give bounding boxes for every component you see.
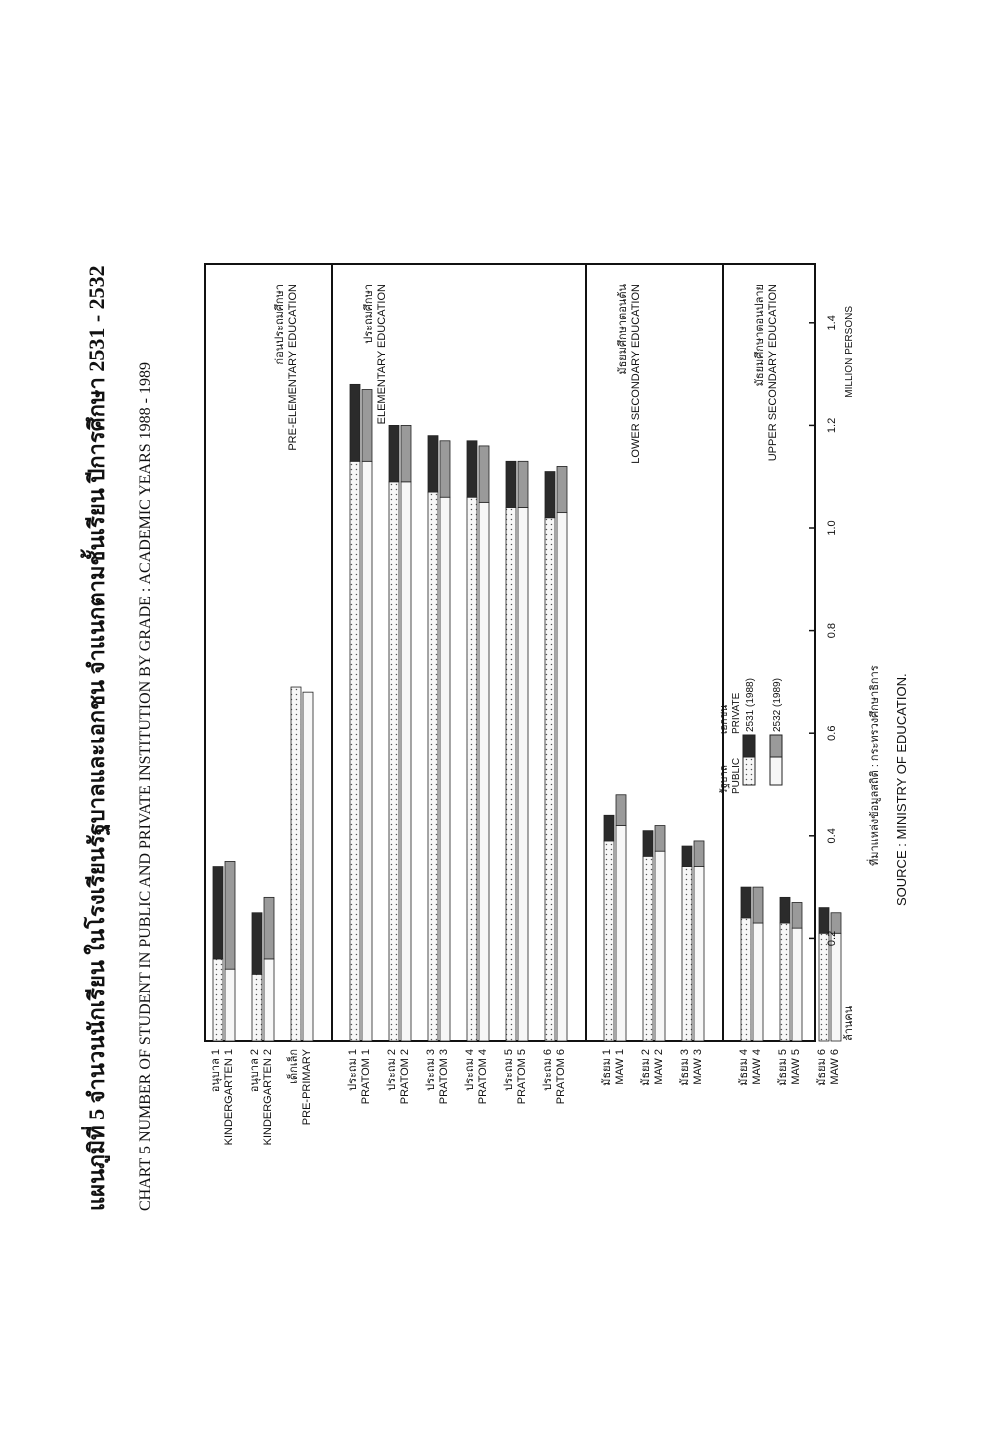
group-label-thai: มัธยมศึกษาตอนปลาย <box>754 284 766 387</box>
category-label-thai: มัธยม 6 <box>816 1049 828 1086</box>
bar-private-1988 <box>741 887 751 918</box>
group-label-en: LOWER SECONDARY EDUCATION <box>630 284 642 464</box>
bar-private-1988 <box>389 425 399 481</box>
bar-public-1989 <box>479 502 489 1041</box>
bar-private-1988 <box>428 436 438 492</box>
bar-private-1988 <box>252 913 262 975</box>
category-label-thai: มัธยม 3 <box>679 1049 691 1086</box>
legend-swatch-private-1988 <box>743 735 755 757</box>
category-label-thai: อนุบาล 1 <box>210 1049 222 1093</box>
bar-public-1989 <box>362 461 372 1041</box>
category-label-en: MAW 6 <box>829 1049 841 1085</box>
bar-private-1989 <box>401 425 411 481</box>
category-label-en: MAW 3 <box>692 1049 704 1085</box>
bar-public-1989 <box>303 692 313 1041</box>
bar-private-1988 <box>819 908 829 934</box>
bar-public-1988 <box>389 482 399 1041</box>
category-label-en: PRE-PRIMARY <box>301 1049 313 1126</box>
unit-label-en: MILLION PERSONS <box>844 306 855 398</box>
bar-private-1989 <box>655 826 665 852</box>
bar-public-1989 <box>655 851 665 1041</box>
plot-area <box>205 264 841 1041</box>
group-label-thai: ประถมศึกษา <box>363 284 375 344</box>
bar-public-1989 <box>753 923 763 1041</box>
bar-public-1988 <box>350 461 360 1041</box>
chart-title-en: CHART 5 NUMBER OF STUDENT IN PUBLIC AND PRIVATE INSTITUTION BY GRADE : ACADEMIC YEARS 1988 - 1989 <box>137 361 154 1211</box>
bar-private-1988 <box>506 461 516 507</box>
bar-private-1989 <box>831 913 841 934</box>
bar-public-1988 <box>506 507 516 1041</box>
bar-private-1988 <box>604 815 614 841</box>
group-label-en: PRE-ELEMENTARY EDUCATION <box>287 284 299 451</box>
legend-private-en: PRIVATE <box>731 692 742 734</box>
bar-private-1988 <box>545 472 555 518</box>
group-label-en: UPPER SECONDARY EDUCATION <box>767 284 779 462</box>
category-label-en: PRATOM 3 <box>438 1049 450 1105</box>
category-label-thai: มัธยม 4 <box>738 1049 750 1086</box>
bar-private-1989 <box>225 861 235 969</box>
category-label-en: PRATOM 1 <box>360 1049 372 1105</box>
category-label-thai: มัธยม 5 <box>777 1049 789 1086</box>
category-label-en: KINDERGARTEN 2 <box>262 1049 274 1146</box>
category-label-thai: ประถม 2 <box>386 1049 398 1091</box>
bar-private-1988 <box>682 846 692 867</box>
legend-swatch-public-1988 <box>743 757 755 785</box>
legend-swatch-private-1989 <box>770 735 782 757</box>
bar-public-1988 <box>213 959 223 1041</box>
x-tick-label: 0.8 <box>826 622 838 639</box>
bar-public-1988 <box>819 933 829 1041</box>
bar-public-1989 <box>792 928 802 1041</box>
bar-private-1988 <box>780 897 790 923</box>
bar-public-1989 <box>694 867 704 1041</box>
bar-private-1989 <box>440 441 450 497</box>
bar-public-1988 <box>545 518 555 1041</box>
group-label-thai: มัธยมศึกษาตอนต้น <box>617 284 629 375</box>
category-labels <box>210 1048 841 1145</box>
bar-private-1988 <box>350 384 360 461</box>
bar-public-1989 <box>401 482 411 1041</box>
legend-public-en: PUBLIC <box>731 757 742 794</box>
category-label-thai: ประถม 6 <box>542 1049 554 1091</box>
unit-label-thai: ล้านคน <box>843 1005 855 1041</box>
bar-public-1988 <box>741 918 751 1041</box>
legend-swatch-public-1989 <box>770 757 782 785</box>
bar-public-1989 <box>831 933 841 1041</box>
bar-public-1988 <box>780 923 790 1041</box>
category-label-en: PRATOM 5 <box>516 1049 528 1105</box>
bar-public-1988 <box>467 497 477 1041</box>
category-label-thai: มัธยม 1 <box>601 1049 613 1086</box>
legend <box>719 678 783 794</box>
bar-public-1988 <box>643 856 653 1041</box>
category-label-en: MAW 1 <box>614 1049 626 1085</box>
category-label-en: PRATOM 6 <box>555 1049 567 1105</box>
category-label-en: PRATOM 4 <box>477 1049 489 1105</box>
bar-private-1989 <box>616 795 626 826</box>
bar-private-1989 <box>362 389 372 461</box>
bar-private-1989 <box>792 902 802 928</box>
bar-private-1988 <box>467 441 477 497</box>
bar-public-1988 <box>291 687 301 1041</box>
x-tick-label: 0.2 <box>826 930 838 947</box>
legend-private-thai: เอกชน <box>719 704 730 734</box>
bar-public-1989 <box>440 497 450 1041</box>
source-thai: ที่มาแหล่งข้อมูลสถิติ : กระทรวงศึกษาธิการ <box>869 665 881 866</box>
category-label-thai: ประถม 1 <box>347 1049 359 1091</box>
group-label-en: ELEMENTARY EDUCATION <box>376 284 388 425</box>
bar-private-1989 <box>694 841 704 867</box>
x-tick-label: 1.2 <box>826 417 838 434</box>
category-label-en: KINDERGARTEN 1 <box>223 1049 235 1146</box>
category-label-en: PRATOM 2 <box>399 1049 411 1105</box>
category-label-thai: อนุบาล 2 <box>249 1049 261 1093</box>
x-tick-label: 0.6 <box>826 725 838 741</box>
bar-public-1988 <box>428 492 438 1041</box>
bar-private-1989 <box>753 887 763 923</box>
legend-year-1988: 2531 (1988) <box>745 678 756 732</box>
group-label-thai: ก่อนประถมศึกษา <box>274 284 286 365</box>
bar-private-1989 <box>264 897 274 959</box>
legend-public-thai: รัฐบาล <box>719 765 730 794</box>
category-label-thai: ประถม 4 <box>464 1049 476 1091</box>
x-tick-label: 1.4 <box>826 315 838 331</box>
bar-public-1988 <box>682 867 692 1041</box>
legend-year-1989: 2532 (1989) <box>772 678 783 732</box>
category-label-thai: ประถม 5 <box>503 1049 515 1091</box>
category-label-en: MAW 4 <box>751 1049 763 1085</box>
bar-public-1989 <box>225 969 235 1041</box>
category-label-thai: ประถม 3 <box>425 1049 437 1091</box>
chart-title-thai: แผนภูมิที่ 5 จำนวนนักเรียน ในโรงเรียนรัฐบาลและเอกชน จำแนกตามชั้นเรียน ปีการศึกษา 2531 - 2532 <box>84 265 109 1211</box>
bar-public-1989 <box>557 513 567 1041</box>
rotated-chart <box>80 264 909 1211</box>
bar-private-1989 <box>479 446 489 502</box>
bar-private-1989 <box>518 461 528 507</box>
bar-public-1989 <box>616 826 626 1041</box>
category-label-en: MAW 2 <box>653 1049 665 1085</box>
source-en: SOURCE : MINISTRY OF EDUCATION. <box>894 673 909 906</box>
bar-private-1989 <box>557 466 567 512</box>
bar-public-1989 <box>518 507 528 1041</box>
x-axis <box>809 315 838 946</box>
x-tick-label: 1.0 <box>826 520 838 536</box>
category-label-thai: มัธยม 2 <box>640 1049 652 1086</box>
bar-public-1989 <box>264 959 274 1041</box>
x-tick-label: 0.4 <box>826 828 838 844</box>
bar-public-1988 <box>252 974 262 1041</box>
bar-private-1988 <box>213 867 223 959</box>
category-label-en: MAW 5 <box>790 1049 802 1085</box>
bar-public-1988 <box>604 841 614 1041</box>
bar-private-1988 <box>643 831 653 857</box>
category-label-thai: เด็กเล็ก <box>288 1049 300 1084</box>
